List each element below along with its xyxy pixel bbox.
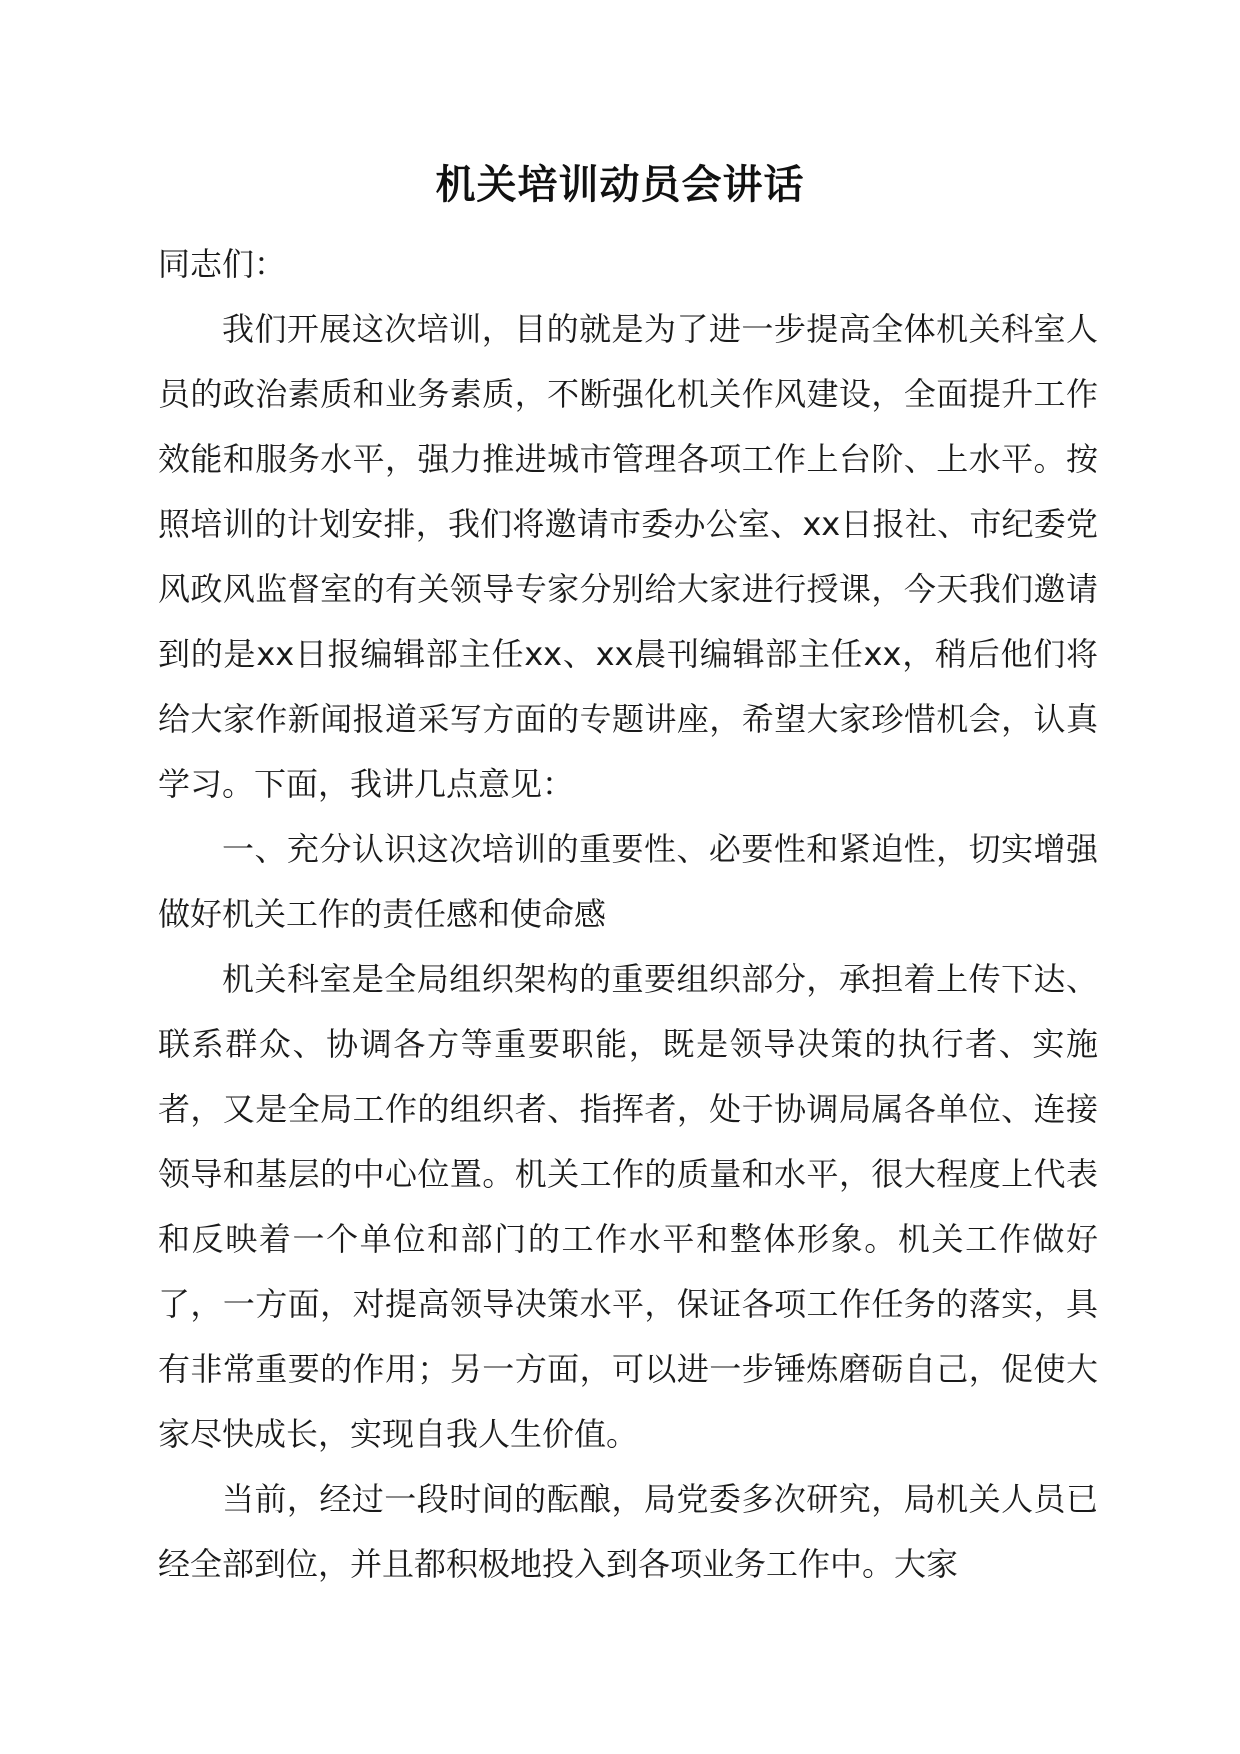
paragraph-current-status: 当前，经过一段时间的酝酿，局党委多次研究，局机关人员已经全部到位，并且都积极地投入到各项业务工作中。大家 bbox=[158, 1480, 1098, 1583]
paragraph-intro: 我们开展这次培训，目的就是为了进一步提高全体机关科室人员的政治素质和业务素质，不断强化机关作风建设，全面提升工作效能和服务水平，强力推进城市管理各项工作上台阶、上水平。按照培训的计划安排，我们将邀请市委办公室、xx日报社、市纪委党风政风监督室的有关领导专家分别给大家进行授课，今天我们邀请到的是xx日报编辑部主任xx、xx晨刊编辑部主任xx，稍后他们将给大家作新闻报道采写方面的专题讲座，希望大家珍惜机会，认真学习。下面，我讲几点意见： bbox=[158, 310, 1098, 803]
document-body bbox=[158, 232, 1098, 1597]
salutation: 同志们： bbox=[158, 245, 287, 283]
section-heading-1: 一、充分认识这次培训的重要性、必要性和紧迫性，切实增强做好机关工作的责任感和使命感 bbox=[158, 830, 1098, 933]
paragraph-section-1: 机关科室是全局组织架构的重要组织部分，承担着上传下达、联系群众、协调各方等重要职能，既是领导决策的执行者、实施者，又是全局工作的组织者、指挥者，处于协调局属各单位、连接领导和基层的中心位置。机关工作的质量和水平，很大程度上代表和反映着一个单位和部门的工作水平和整体形象。机关工作做好了，一方面，对提高领导决策水平，保证各项工作任务的落实，具有非常重要的作用；另一方面，可以进一步锤炼磨砺自己，促使大家尽快成长，实现自我人生价值。 bbox=[158, 960, 1098, 1453]
document-title: 机关培训动员会讲话 bbox=[435, 162, 805, 208]
